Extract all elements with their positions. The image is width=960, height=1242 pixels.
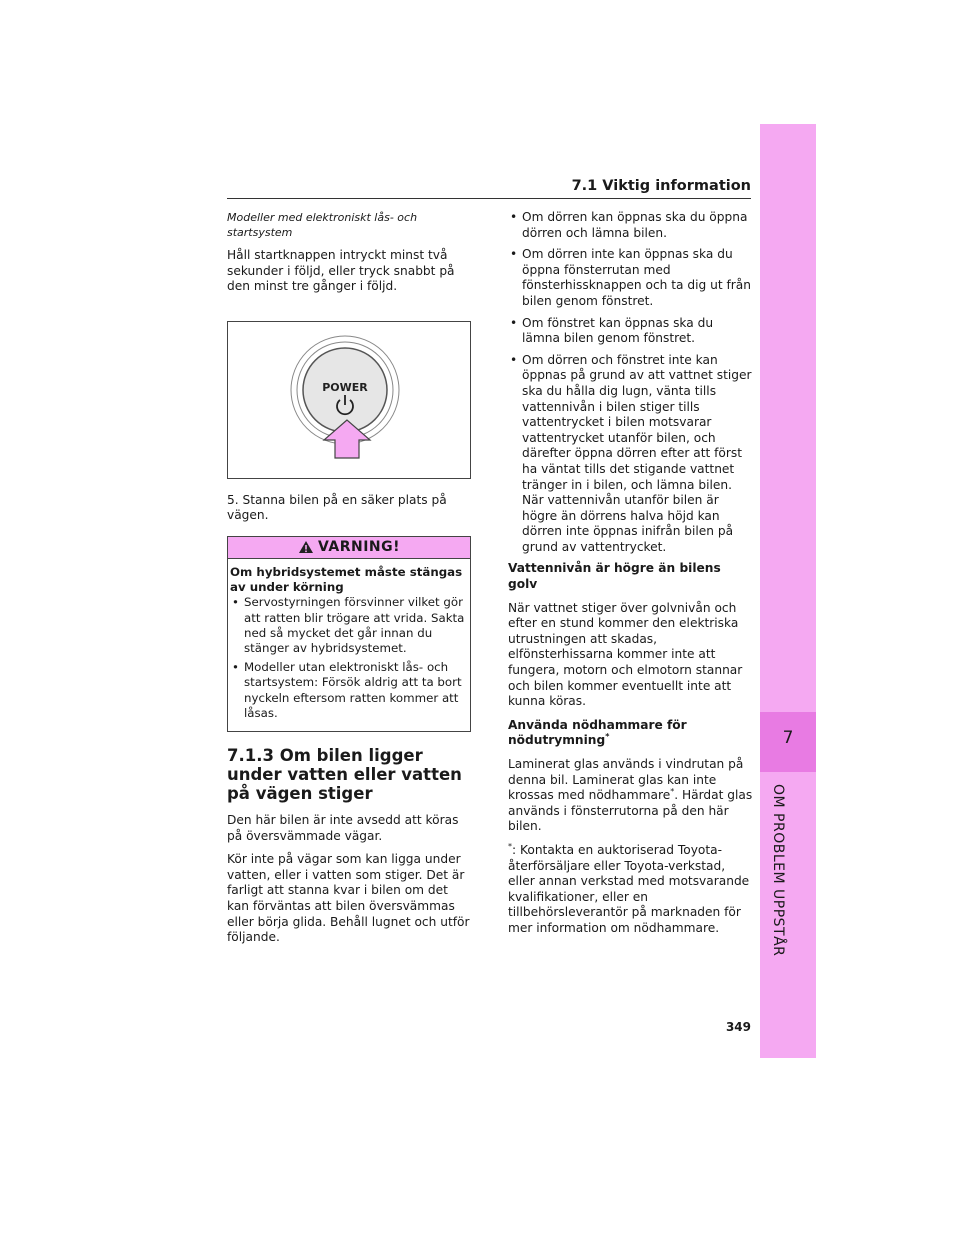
- emergency-hammer-heading: [508, 718, 753, 749]
- flood-paragraph-1: Den här bilen är inte avsedd att köras på översvämmade vägar.: [227, 813, 459, 843]
- footnote-text: : Kontakta en auktoriserad Toyota-återförsäljare eller Toyota-verkstad, eller annan verkstad med motsvarande kvalifikationer, eller en tillbehörsleverantör på marknaden för mer information om nödhammare.: [508, 842, 750, 935]
- escape-step: • Om fönstret kan öppnas ska du lämna bilen genom fönstret.: [508, 316, 753, 347]
- hammer-text-part-a: Laminerat glas används i vindrutan på denna bil. Laminerat glas kan inte krossas med nödhammare: [508, 757, 744, 803]
- emergency-hammer-heading-text: Använda nödhammare för nödutrymning: [508, 717, 687, 748]
- escape-step: • Om dörren inte kan öppnas ska du öppna fönsterrutan med fönsterhissknappen och ta dig ut från bilen genom fönstret.: [508, 247, 753, 309]
- footnote-marker: *: [670, 787, 675, 797]
- footnote-marker: *: [605, 732, 610, 742]
- section-heading: 7.1.3 Om bilen ligger under vatten eller vatten på vägen stiger: [227, 746, 462, 803]
- escape-steps-list: [508, 210, 753, 555]
- water-level-text: När vattnet stiger över golvnivån och efter en stund kommer den elektriska utrustningen att skadas, elfönsterhissarna kommer inte att fungera, motorn och elmotorn stannar och bilen kommer eventuellt inte att kunna köras.: [508, 600, 743, 709]
- hammer-text-part-b: . Härdat glas används i fönsterrutorna på den här bilen.: [508, 788, 753, 834]
- chapter-side-tab: [760, 124, 816, 1058]
- left-column: [227, 210, 471, 954]
- warning-subtitle: Om hybridsystemet måste stängas av under körning: [230, 564, 463, 595]
- warning-item: • Modeller utan elektroniskt lås- och startsystem: Försök aldrig att ta bort nyckeln eftersom ratten kommer att låsas.: [230, 660, 468, 721]
- warning-box: [227, 536, 471, 732]
- page-number: 349: [725, 1020, 751, 1034]
- page-header-title: 7.1 Viktig information: [571, 178, 751, 194]
- warning-list: [230, 595, 468, 721]
- model-note: Modeller med elektroniskt lås- och startsystem: [227, 211, 418, 239]
- footnote-marker: *: [508, 841, 512, 851]
- footnote: [508, 843, 753, 937]
- warning-item: • Servostyrningen försvinner vilket gör att ratten blir trögare att vrida. Sakta ned så mycket det går innan du stänger av hybridsystemet.: [230, 595, 468, 656]
- warning-triangle-icon: [298, 540, 314, 554]
- emergency-hammer-text: [508, 757, 753, 835]
- escape-step: • Om dörren och fönstret inte kan öppnas på grund av att vattnet stiger ska du hålla dig lugn, vänta tills vattennivån i bilen stiger tills vattentrycket i bilen motsvarar vattentrycket utanför bilen, och därefter öppna dörren efter att först ha väntat tills det stigande vattnet tränger in i bilen, och lämna bilen. När vattennivån utanför bilen är högre än dörrens halva höjd kan dörren inte öppnas inifrån bilen på grund av vattentrycket.: [508, 353, 753, 556]
- power-button-figure: [227, 321, 471, 479]
- step-5: 5. Stanna bilen på en säker plats på vägen.: [227, 492, 447, 523]
- flood-paragraph-2: Kör inte på vägar som kan ligga under vatten, eller i vatten som stiger. Det är farligt att stanna kvar i bilen om det kan förväntas att bilen översvämmas eller börja glida. Behåll lugnet och utför följande.: [227, 852, 470, 945]
- warning-header: [228, 537, 470, 559]
- right-column: [508, 210, 753, 945]
- chapter-name: OM PROBLEM UPPSTÅR: [770, 784, 786, 957]
- power-button-illustration: [228, 322, 470, 478]
- hold-instruction: Håll startknappen intryckt minst två sekunder i följd, eller tryck snabbt på den minst tre gånger i följd.: [227, 248, 455, 294]
- header-divider: [227, 198, 751, 199]
- chapter-number: 7: [782, 728, 794, 748]
- warning-body: [228, 559, 470, 731]
- warning-title: VARNING!: [317, 538, 401, 555]
- power-button-label: POWER: [322, 380, 368, 394]
- water-level-heading: Vattennivån är högre än bilens golv: [508, 561, 721, 592]
- escape-step: • Om dörren kan öppnas ska du öppna dörren och lämna bilen.: [508, 210, 753, 241]
